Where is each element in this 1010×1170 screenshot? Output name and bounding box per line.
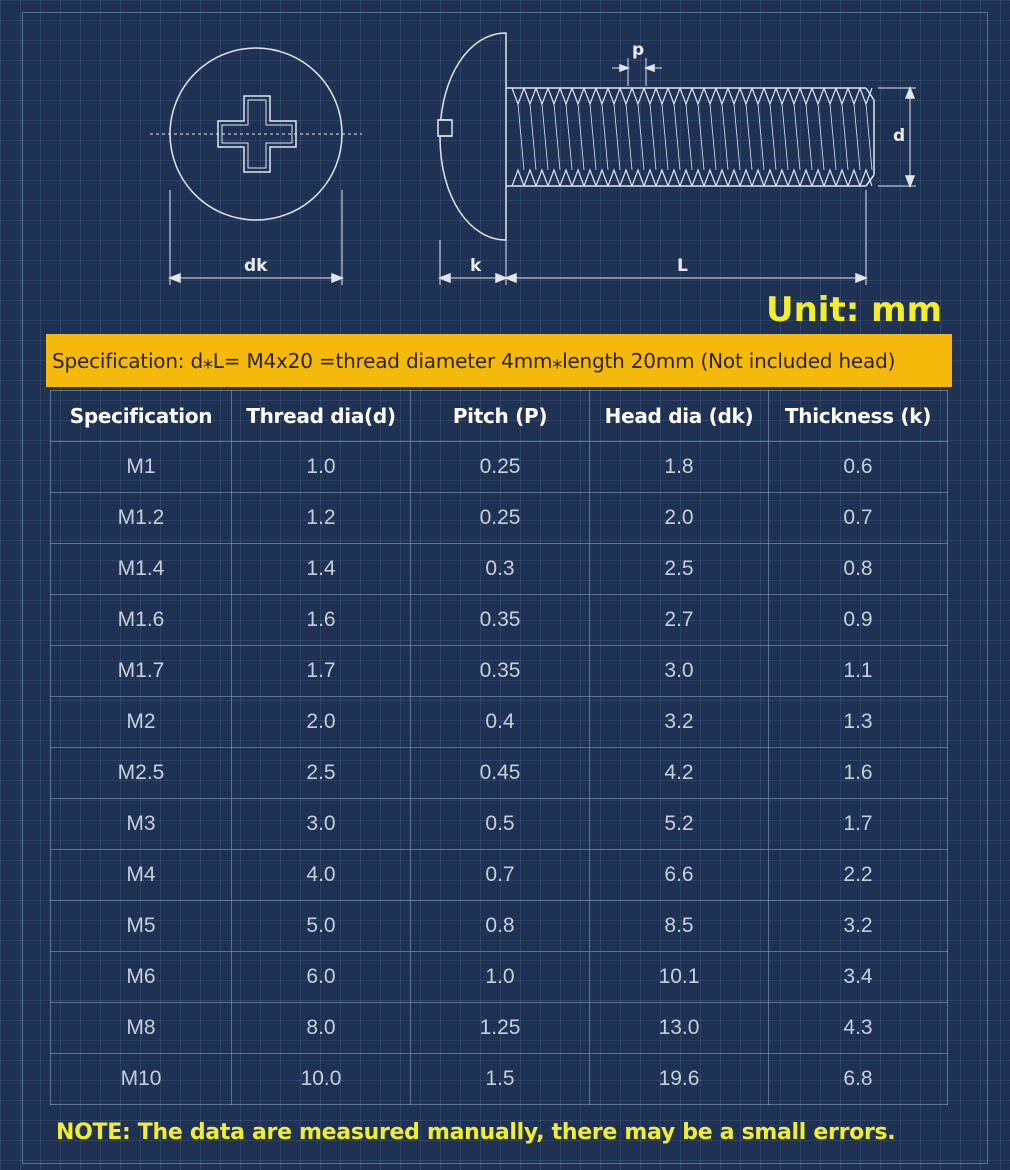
table-row <box>51 697 948 748</box>
thread-pattern <box>512 88 872 186</box>
table-cell: 2.2 <box>769 850 948 901</box>
spec-table <box>50 390 948 1105</box>
dim-label-p: p <box>632 40 645 60</box>
table-row <box>51 799 948 850</box>
table-cell: M10 <box>51 1054 232 1105</box>
table-cell: M2 <box>51 697 232 748</box>
table-cell: 1.7 <box>232 646 411 697</box>
dim-label-k: k <box>470 256 482 276</box>
table-cell: M2.5 <box>51 748 232 799</box>
table-header-row <box>51 391 948 442</box>
table-cell: 4.2 <box>590 748 769 799</box>
dim-label-L: L <box>677 256 688 276</box>
table-cell: 10.1 <box>590 952 769 1003</box>
table-cell: 10.0 <box>232 1054 411 1105</box>
table-cell: 1.3 <box>769 697 948 748</box>
table-cell: 0.8 <box>769 544 948 595</box>
table-cell: 1.0 <box>232 442 411 493</box>
table-cell: 6.0 <box>232 952 411 1003</box>
table-cell: 0.4 <box>411 697 590 748</box>
table-cell: M1.2 <box>51 493 232 544</box>
table-cell: 1.0 <box>411 952 590 1003</box>
unit-label: Unit: mm <box>765 290 942 330</box>
table-cell: 13.0 <box>590 1003 769 1054</box>
table-row <box>51 850 948 901</box>
screw-diagram <box>0 0 1010 300</box>
table-cell: 1.2 <box>232 493 411 544</box>
table-cell: 1.5 <box>411 1054 590 1105</box>
table-cell: 3.0 <box>590 646 769 697</box>
head-top-view <box>170 48 342 220</box>
table-cell: 8.0 <box>232 1003 411 1054</box>
table-cell: 0.35 <box>411 646 590 697</box>
table-cell: 2.0 <box>232 697 411 748</box>
table-row <box>51 646 948 697</box>
header-thread-dia: Thread dia(d) <box>232 391 411 442</box>
header-specification: Specification <box>51 391 232 442</box>
table-cell: 0.7 <box>411 850 590 901</box>
table-cell: 1.6 <box>769 748 948 799</box>
table-cell: M5 <box>51 901 232 952</box>
table-row <box>51 748 948 799</box>
table-cell: M4 <box>51 850 232 901</box>
table-cell: 3.2 <box>590 697 769 748</box>
table-row <box>51 901 948 952</box>
table-cell: 2.5 <box>590 544 769 595</box>
header-thickness: Thickness (k) <box>769 391 948 442</box>
table-cell: 0.35 <box>411 595 590 646</box>
header-pitch: Pitch (P) <box>411 391 590 442</box>
table-cell: 4.3 <box>769 1003 948 1054</box>
table-row <box>51 493 948 544</box>
spec-example-bar: Specification: d⁎L= M4x20 =thread diameter 4mm⁎length 20mm (Not included head) <box>46 334 952 387</box>
note-text: NOTE: The data are measured manually, there may be a small errors. <box>56 1120 896 1145</box>
table-cell: 19.6 <box>590 1054 769 1105</box>
table-cell: 0.5 <box>411 799 590 850</box>
table-cell: 0.3 <box>411 544 590 595</box>
table-cell: 8.5 <box>590 901 769 952</box>
table-cell: 2.0 <box>590 493 769 544</box>
table-cell: 0.9 <box>769 595 948 646</box>
table-cell: 5.2 <box>590 799 769 850</box>
table-cell: M6 <box>51 952 232 1003</box>
table-cell: 0.25 <box>411 493 590 544</box>
table-cell: M1.7 <box>51 646 232 697</box>
table-cell: 1.7 <box>769 799 948 850</box>
table-cell: M3 <box>51 799 232 850</box>
table-cell: 0.25 <box>411 442 590 493</box>
table-cell: 6.6 <box>590 850 769 901</box>
table-cell: 0.8 <box>411 901 590 952</box>
table-row <box>51 952 948 1003</box>
dim-label-dk: dk <box>244 256 268 276</box>
table-cell: M1.6 <box>51 595 232 646</box>
table-cell: M1.4 <box>51 544 232 595</box>
table-cell: 0.45 <box>411 748 590 799</box>
table-row <box>51 1054 948 1105</box>
table-cell: 0.7 <box>769 493 948 544</box>
table-cell: 1.25 <box>411 1003 590 1054</box>
dim-label-d: d <box>893 126 906 146</box>
table-row <box>51 595 948 646</box>
table-cell: 3.4 <box>769 952 948 1003</box>
table-cell: 3.2 <box>769 901 948 952</box>
table-row <box>51 544 948 595</box>
table-cell: 4.0 <box>232 850 411 901</box>
table-row <box>51 442 948 493</box>
table-cell: 1.1 <box>769 646 948 697</box>
table-cell: 1.8 <box>590 442 769 493</box>
table-cell: 1.4 <box>232 544 411 595</box>
table-cell: 5.0 <box>232 901 411 952</box>
table-cell: M8 <box>51 1003 232 1054</box>
table-cell: 2.7 <box>590 595 769 646</box>
table-cell: 3.0 <box>232 799 411 850</box>
table-cell: 2.5 <box>232 748 411 799</box>
table-row <box>51 1003 948 1054</box>
table-cell: 1.6 <box>232 595 411 646</box>
table-cell: 0.6 <box>769 442 948 493</box>
table-cell: 6.8 <box>769 1054 948 1105</box>
table-cell: M1 <box>51 442 232 493</box>
header-head-dia: Head dia (dk) <box>590 391 769 442</box>
